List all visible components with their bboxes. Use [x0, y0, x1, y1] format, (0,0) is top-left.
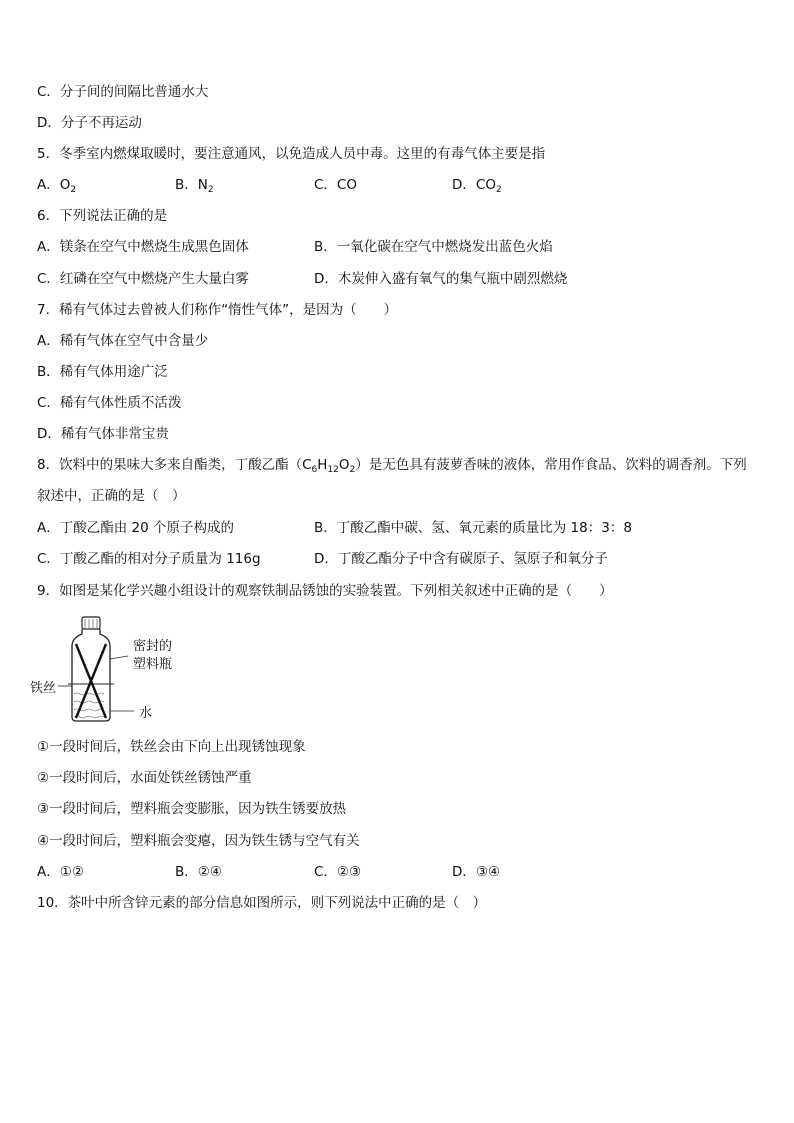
- q8-stem-line-2: 叙述中，正确的是（ ）: [37, 488, 186, 504]
- q6-option-b: B．一氧化碳在空气中燃烧发出蓝色火焰: [314, 239, 553, 255]
- q10-stem: 10．茶叶中所含锌元素的部分信息如图所示，则下列说法中正确的是（ ）: [37, 895, 487, 911]
- q9-statement-2: ②一段时间后，水面处铁丝锈蚀严重: [37, 770, 252, 786]
- q8-stem: 8．饮料中的果味大多来自酯类，丁酸乙酯$(C_6H_{12}O_2)$是无色具有菠萝香味的液体，常用作食品、饮料的调香剂。下列: [37, 457, 747, 475]
- q8-option-a: A．丁酸乙酯由 20 个原子构成的: [37, 520, 234, 536]
- q7-option-d: D．稀有气体非常宝贵: [37, 426, 169, 442]
- q9-option-a: A．①②: [37, 864, 84, 880]
- q9-statement-1: ①一段时间后，铁丝会由下向上出现锈蚀现象: [37, 739, 306, 755]
- q4-option-c: C．分子间的间隔比普通水大: [37, 84, 209, 100]
- q8-option-c: C．丁酸乙酯的相对分子质量为 116g: [37, 551, 261, 567]
- q7-option-b: B．稀有气体用途广泛: [37, 364, 168, 380]
- q7-option-a: A．稀有气体在空气中含量少: [37, 333, 209, 349]
- q5-option-b: B．$N_2$: [175, 177, 214, 195]
- q5-option-a: A．$O_2$: [37, 177, 77, 195]
- q9-option-d: D．③④: [452, 864, 501, 880]
- bottle-label-line-2: 塑料瓶: [133, 657, 173, 672]
- q4-option-d: D．分子不再运动: [37, 115, 142, 131]
- q6-stem: 6．下列说法正确的是: [37, 208, 168, 224]
- q6-option-d: D．木炭伸入盛有氧气的集气瓶中剧烈燃烧: [314, 271, 568, 287]
- q8-option-d: D．丁酸乙酯分子中含有碳原子、氢原子和氧分子: [314, 551, 608, 567]
- sealed-bottle-diagram: [30, 614, 200, 729]
- q7-stem: 7．稀有气体过去曾被人们称作“惰性气体”，是因为（ ）: [37, 302, 398, 318]
- q9-statement-4: ④一段时间后，塑料瓶会变瘪，因为铁生锈与空气有关: [37, 833, 360, 849]
- q8-option-b: B．丁酸乙酯中碳、氢、氧元素的质量比为 18：3：8: [314, 520, 632, 536]
- q9-statement-3: ③一段时间后，塑料瓶会变膨胀，因为铁生锈要放热: [37, 801, 347, 817]
- q6-option-a: A．镁条在空气中燃烧生成黑色固体: [37, 239, 249, 255]
- q9-option-c: C．②③: [314, 864, 362, 880]
- q9-option-b: B．②④: [175, 864, 222, 880]
- q7-option-c: C．稀有气体性质不活泼: [37, 395, 182, 411]
- q5-option-c: C．CO: [314, 177, 357, 193]
- q5-option-d: D．$CO_2$: [452, 177, 502, 195]
- water-label: 水: [139, 706, 153, 721]
- wire-label: 铁丝: [30, 681, 57, 696]
- plastic-bottle: [72, 629, 110, 721]
- bottle-cap: [82, 617, 100, 629]
- q5-stem: 5．冬季室内燃煤取暖时，要注意通风，以免造成人员中毒。这里的有毒气体主要是指: [37, 146, 546, 162]
- q9-stem: 9．如图是某化学兴趣小组设计的观察铁制品锈蚀的实验装置。下列相关叙述中正确的是（ ）: [37, 583, 613, 599]
- bottle-label-line-1: 密封的: [133, 639, 173, 654]
- rust-experiment-figure: [30, 614, 200, 729]
- q6-option-c: C．红磷在空气中燃烧产生大量白雾: [37, 271, 249, 287]
